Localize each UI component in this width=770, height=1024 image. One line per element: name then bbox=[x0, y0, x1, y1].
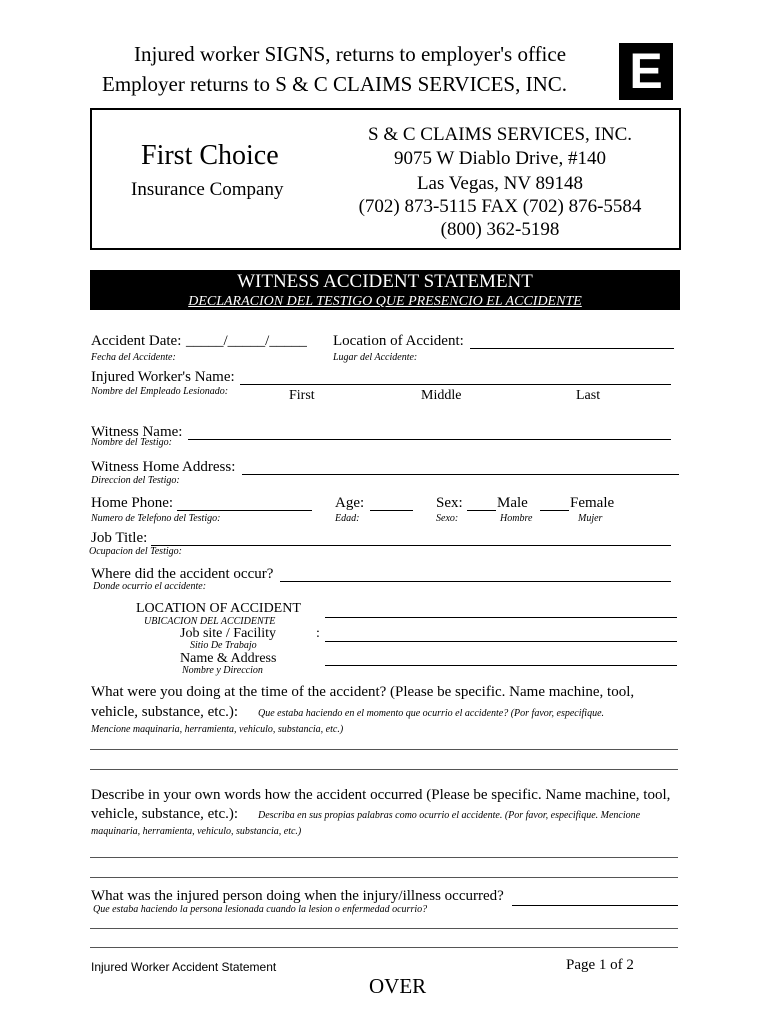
q1-answer-line-2[interactable] bbox=[90, 769, 678, 770]
q1-spanish-a: Que estaba haciendo en el momento que ocurrio el accidente? (Por favor, especifique. bbox=[258, 708, 605, 719]
q3-answer-line-2[interactable] bbox=[90, 947, 678, 948]
name-address-label: Name & Address bbox=[180, 651, 277, 666]
witness-name-label: Witness Name: bbox=[91, 424, 183, 440]
job-site-label: Job site / Facility bbox=[180, 626, 277, 641]
location-block-line-2[interactable] bbox=[325, 627, 677, 642]
q3-spanish: Que estaba haciendo la persona lesionada cuando la lesion o enfermedad ocurrio? bbox=[93, 904, 428, 915]
job-title-sub: Ocupacion del Testigo: bbox=[89, 546, 182, 557]
q1-line-1: What were you doing at the time of the accident? (Please be specific. Name machine, tool, bbox=[91, 684, 635, 700]
sex-sub: Sexo: bbox=[436, 513, 459, 524]
claims-office-phone-fax: (702) 873-5115 FAX (702) 876-5584 bbox=[358, 196, 642, 217]
sex-male-blank[interactable] bbox=[467, 496, 496, 511]
claims-office-name: S & C CLAIMS SERVICES, INC. bbox=[368, 124, 632, 145]
injured-name-sub: Nombre del Empleado Lesionado: bbox=[91, 386, 229, 397]
accident-date-blanks[interactable]: _____/_____/_____ bbox=[186, 333, 307, 349]
q1-spanish-b: Mencione maquinaria, herramienta, vehiculo, substancia, etc.) bbox=[91, 724, 344, 735]
age-input[interactable] bbox=[370, 496, 413, 511]
q3-answer-line-1[interactable] bbox=[90, 928, 678, 929]
location-sub: Lugar del Accidente: bbox=[333, 352, 418, 363]
sex-female-blank[interactable] bbox=[540, 496, 569, 511]
claims-office-tollfree: (800) 362-5198 bbox=[440, 219, 560, 240]
insurer-name: First Choice bbox=[141, 140, 279, 171]
q3-line-1: What was the injured person doing when the injury/illness occurred? bbox=[91, 888, 504, 904]
footer-page-number: Page 1 of 2 bbox=[566, 957, 634, 973]
injured-name-middle: Middle bbox=[421, 388, 462, 403]
name-address-sub: Nombre y Direccion bbox=[182, 665, 263, 676]
witness-address-label: Witness Home Address: bbox=[91, 459, 236, 475]
job-title-label: Job Title: bbox=[91, 530, 148, 546]
job-title-input[interactable] bbox=[151, 531, 671, 546]
witness-name-sub: Nombre del Testigo: bbox=[91, 437, 172, 448]
q2-answer-line-1[interactable] bbox=[90, 857, 678, 858]
injured-name-label: Injured Worker's Name: bbox=[91, 369, 235, 385]
home-phone-input[interactable] bbox=[177, 496, 312, 511]
sex-label: Sex: bbox=[436, 495, 463, 511]
q2-line-1: Describe in your own words how the accident occurred (Please be specific. Name machine, tool, bbox=[91, 787, 671, 803]
q1-line-2: vehicle, substance, etc.): bbox=[91, 704, 239, 720]
sex-female-sub: Mujer bbox=[578, 513, 603, 524]
witness-name-input[interactable] bbox=[188, 425, 671, 440]
injured-name-last: Last bbox=[576, 388, 601, 403]
insurer-subtitle: Insurance Company bbox=[131, 179, 284, 200]
job-site-sub: Sitio De Trabajo bbox=[190, 640, 257, 651]
injured-name-first: First bbox=[289, 388, 315, 403]
form-letter-badge: E bbox=[619, 43, 673, 100]
q1-answer-line-1[interactable] bbox=[90, 749, 678, 750]
where-sub: Donde ocurrio el accidente: bbox=[93, 581, 207, 592]
location-label: Location of Accident: bbox=[333, 333, 464, 349]
home-phone-label: Home Phone: bbox=[91, 495, 174, 511]
witness-address-sub: Direccion del Testigo: bbox=[91, 475, 180, 486]
location-block-line-1[interactable] bbox=[325, 603, 677, 618]
witness-address-input[interactable] bbox=[242, 460, 679, 475]
job-site-colon: : bbox=[316, 626, 320, 641]
age-label: Age: bbox=[335, 495, 365, 511]
sex-female-label: Female bbox=[570, 495, 615, 511]
q2-answer-line-2[interactable] bbox=[90, 877, 678, 878]
q2-line-2: vehicle, substance, etc.): bbox=[91, 806, 239, 822]
q3-inline-input[interactable] bbox=[512, 891, 678, 906]
accident-date-label: Accident Date: bbox=[91, 333, 182, 349]
injured-name-input[interactable] bbox=[240, 370, 671, 385]
claims-office-street: 9075 W Diablo Drive, #140 bbox=[394, 148, 606, 169]
where-label: Where did the accident occur? bbox=[91, 566, 274, 582]
form-title-spanish: DECLARACION DEL TESTIGO QUE PRESENCIO EL ACCIDENTE bbox=[188, 294, 582, 309]
home-phone-sub: Numero de Telefono del Testigo: bbox=[91, 513, 221, 524]
location-block-heading-sub: UBICACION DEL ACCIDENTE bbox=[144, 616, 276, 627]
q2-spanish-a: Describa en sus propias palabras como ocurrio el accidente. (Por favor, especifique. Mencione bbox=[258, 810, 641, 821]
accident-date-sub: Fecha del Accidente: bbox=[91, 352, 176, 363]
sex-male-label: Male bbox=[497, 495, 528, 511]
instruction-line-2: Employer returns to S & C CLAIMS SERVICES, INC. bbox=[102, 72, 567, 96]
q2-spanish-b: maquinaria, herramienta, vehiculo, substancia, etc.) bbox=[91, 826, 302, 837]
location-block-line-3[interactable] bbox=[325, 651, 677, 666]
location-block-heading: LOCATION OF ACCIDENT bbox=[136, 601, 301, 616]
claims-office-city: Las Vegas, NV 89148 bbox=[416, 173, 584, 194]
sex-male-sub: Hombre bbox=[500, 513, 533, 524]
footer-form-name: Injured Worker Accident Statement bbox=[91, 960, 277, 974]
where-input[interactable] bbox=[280, 567, 671, 582]
instruction-line-1: Injured worker SIGNS, returns to employer's office bbox=[134, 42, 567, 66]
age-sub: Edad: bbox=[335, 513, 360, 524]
location-input[interactable] bbox=[470, 334, 674, 349]
footer-over: OVER bbox=[369, 974, 427, 998]
form-title: WITNESS ACCIDENT STATEMENT bbox=[237, 271, 533, 292]
